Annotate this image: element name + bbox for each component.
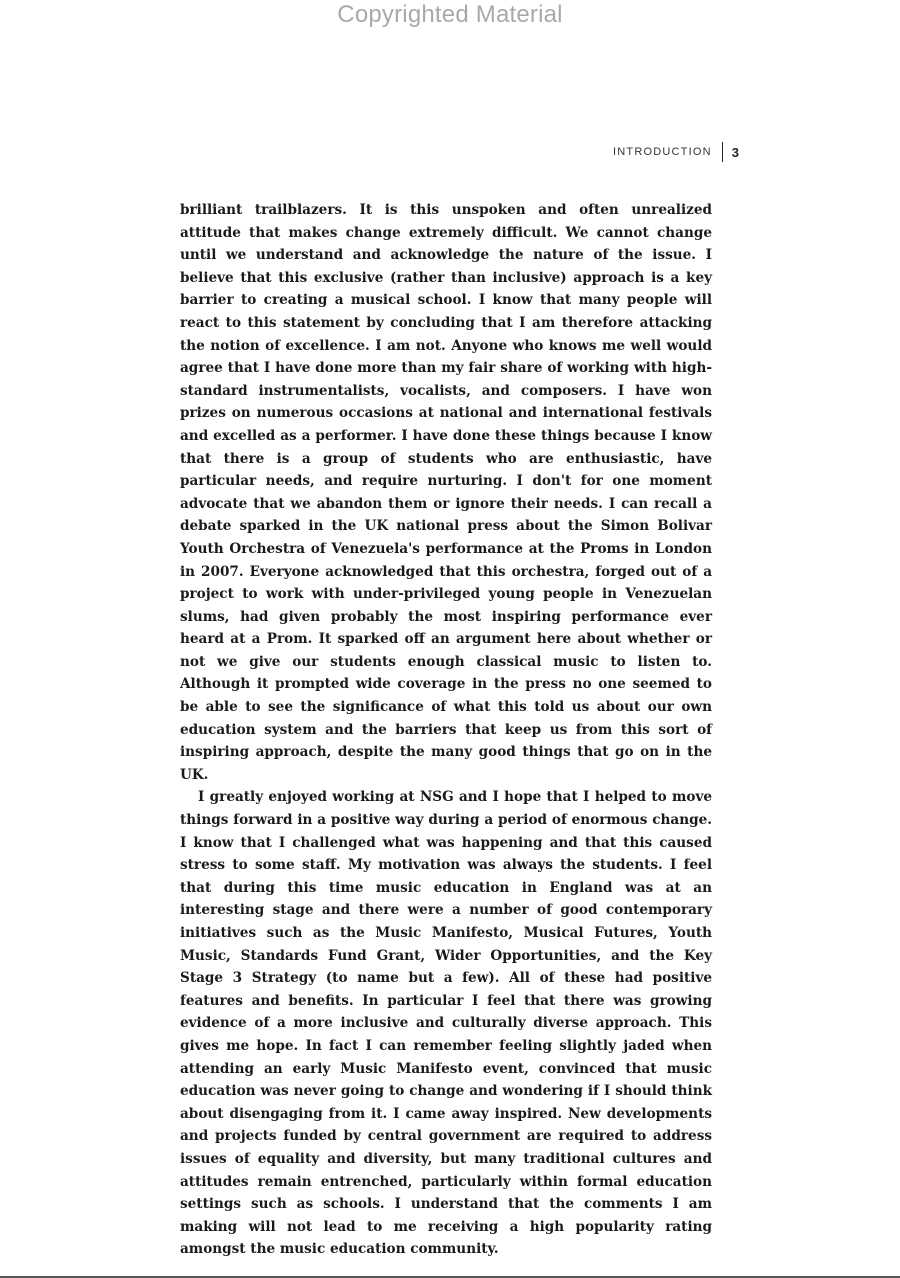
copyright-watermark: Copyrighted Material bbox=[337, 1, 563, 28]
page-number: 3 bbox=[731, 144, 739, 160]
paragraph-continued: brilliant trailblazers. It is this unspoken and often unrealized attitude that makes change extremely difficult. We cannot change until we understand and acknowledge the nature of the issue. I believe that this exclusive (rather than inclusive) approach is a key barrier to creating a musical school. I know that many people will react to this statement by concluding that I am therefore attacking the notion of excellence. I am not. Anyone who knows me well would agree that I have done more than my fair share of working with high-standard instrumentalists, vocalists, and composers. I have won prizes on numerous occasions at national and international festivals and excelled as a performer. I have done these things because I know that there is a group of students who are enthusiastic, have particular needs, and require nurturing. I don't for one moment advocate that we abandon them or ignore their needs. I can recall a debate sparked in the UK national press about the Simon Bolivar Youth Orchestra of Venezuela's performance at the Proms in London in 2007. Everyone acknowledged that this orchestra, forged out of a project to work with under-privileged young people in Venezuelan slums, had given probably the most inspiring performance ever heard at a Prom. It sparked off an argument here about whether or not we give our students enough classical music to listen to. Although it prompted wide coverage in the press no one seemed to be able to see the significance of what this told us about our own education system and the barriers that keep us from this sort of inspiring approach, despite the many good things that go on in the UK. bbox=[180, 202, 712, 783]
chapter-title: INTRODUCTION bbox=[613, 146, 712, 158]
running-head-divider bbox=[722, 142, 723, 162]
body-text bbox=[180, 199, 712, 1261]
paragraph: I greatly enjoyed working at NSG and I hope that I helped to move things forward in a positive way during a period of enormous change. I know that I challenged what was happening and that this caused stress to some staff. My motivation was always the students. I feel that during this time music education in England was at an interesting stage and there were a number of good contemporary initiatives such as the Music Manifesto, Musical Futures, Youth Music, Standards Fund Grant, Wider Opportunities, and the Key Stage 3 Strategy (to name but a few). All of these had positive features and benefits. In particular I feel that there was growing evidence of a more inclusive and culturally diverse approach. This gives me hope. In fact I can remember feeling slightly jaded when attending an early Music Manifesto event, convinced that music education was never going to change and wondering if I should think about disengaging from it. I came away inspired. New developments and projects funded by central government are required to address issues of equality and diversity, but many traditional cultures and attitudes remain entrenched, particularly within formal education settings such as schools. I understand that the comments I am making will not lead to me receiving a high popularity rating amongst the music education community. bbox=[180, 789, 712, 1258]
running-head bbox=[613, 141, 739, 163]
